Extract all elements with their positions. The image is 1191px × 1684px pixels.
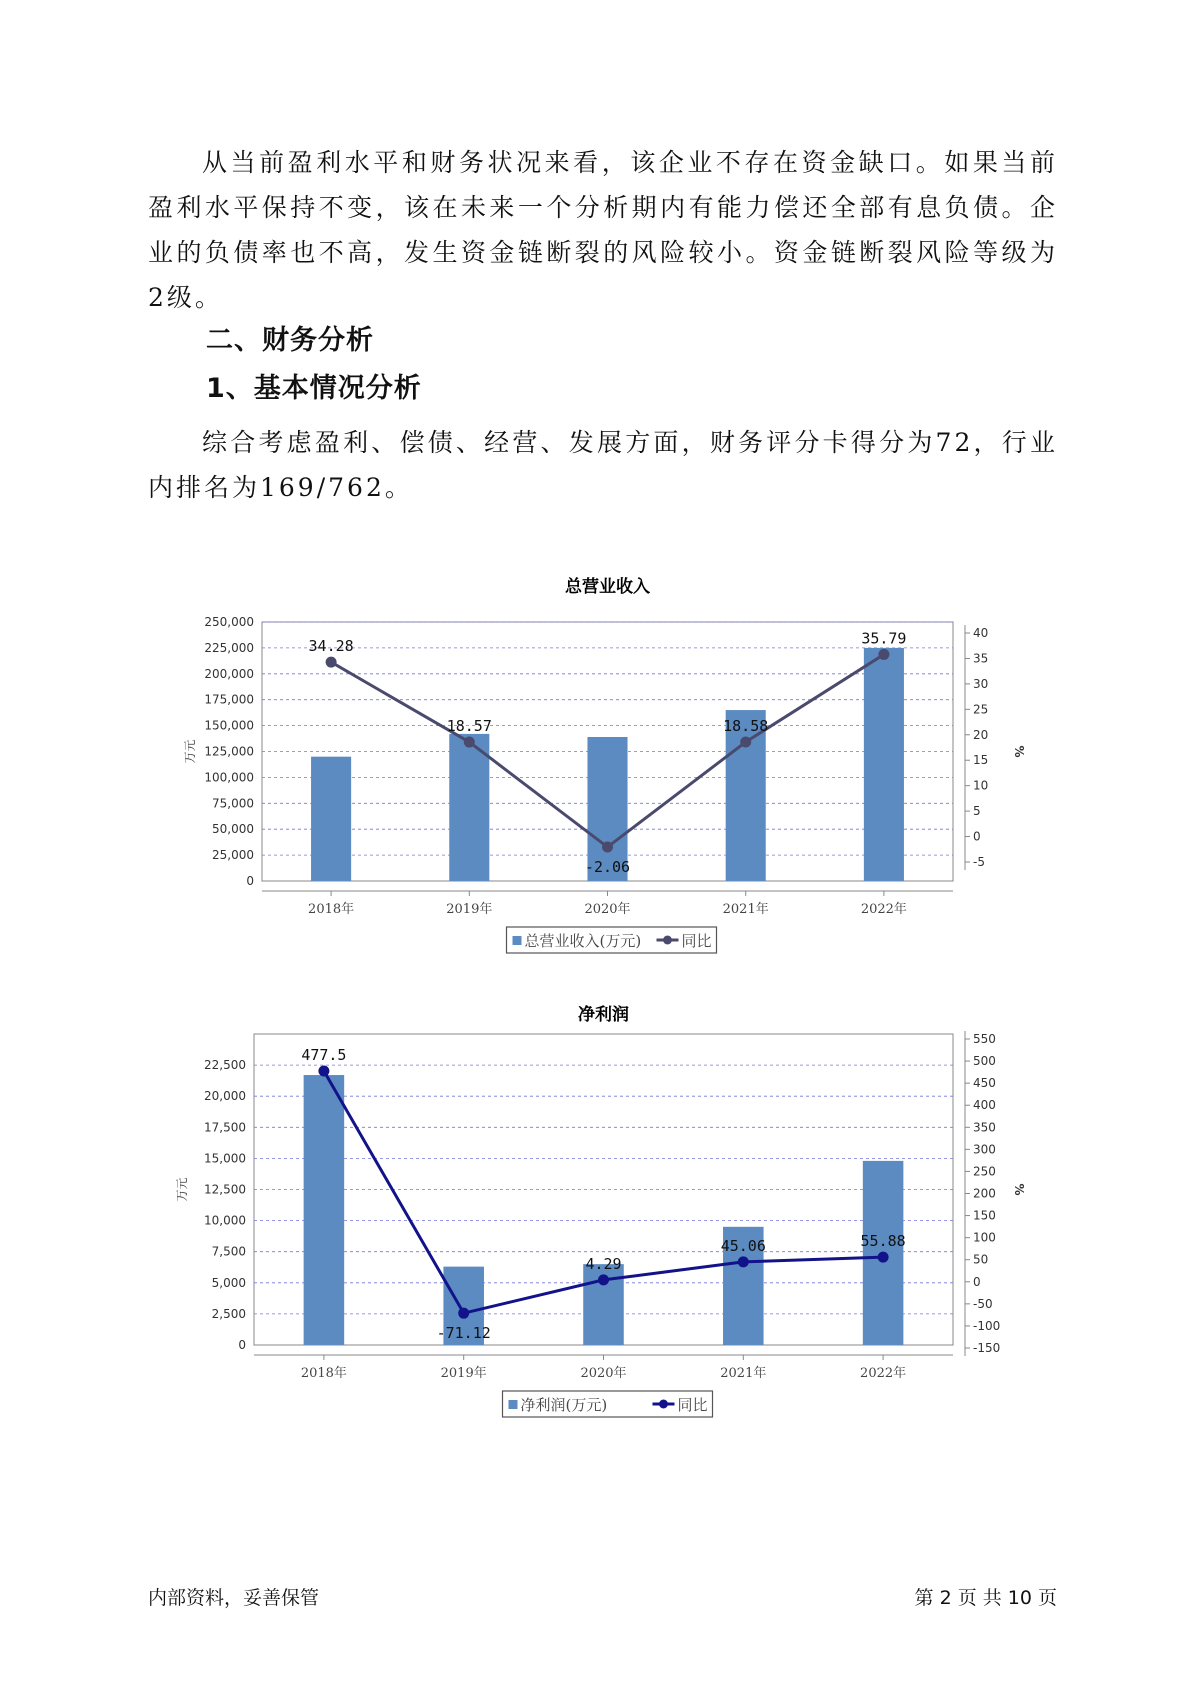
net-profit-chart: [170, 990, 1030, 1430]
y-tick-label: 12,500: [204, 1182, 246, 1197]
y2-tick-label: 350: [973, 1120, 996, 1135]
y2-tick-label: 0: [973, 1274, 981, 1289]
y-tick-label: 7,500: [211, 1244, 246, 1259]
y2-tick-label: 20: [973, 727, 989, 742]
bar: [304, 1075, 345, 1345]
y2-tick-label: -100: [973, 1318, 1001, 1333]
legend-line-marker: [663, 936, 672, 945]
x-tick-label: 2019年: [446, 902, 493, 917]
y2-tick-label: 500: [973, 1054, 996, 1069]
y2-tick-label: 15: [973, 753, 989, 768]
yoy-point: [878, 649, 889, 660]
y-tick-label: 50,000: [212, 822, 254, 837]
legend-bar-label: 净利润(万元): [520, 1396, 608, 1414]
legend-line-marker: [659, 1400, 668, 1409]
y-tick-label: 0: [246, 874, 254, 888]
yoy-point: [598, 1274, 609, 1285]
y-tick-label: 15,000: [204, 1151, 246, 1166]
y-axis-label: 万元: [175, 1177, 189, 1202]
y2-tick-label: 40: [973, 626, 989, 640]
yoy-point: [738, 1256, 749, 1267]
yoy-data-label: 55.88: [860, 1232, 906, 1251]
yoy-point: [318, 1066, 329, 1077]
y2-tick-label: -5: [973, 855, 985, 869]
y2-axis-label: %: [1012, 745, 1026, 758]
y2-tick-label: 100: [973, 1230, 996, 1245]
y2-tick-label: 0: [973, 829, 981, 844]
x-tick-label: 2022年: [860, 902, 907, 917]
paragraph-funding-risk: 从当前盈利水平和财务状况来看，该企业不存在资金缺口。如果当前盈利水平保持不变，该在未来一个分析期内有能力偿还全部有息负债。企业的负债率也不高，发生资金链断裂的风险较小。资金链断裂风险等级为2级。: [148, 148, 1058, 312]
y-tick-label: 225,000: [204, 640, 254, 655]
y2-tick-label: 25: [973, 702, 989, 717]
x-tick-label: 2022年: [860, 1366, 907, 1381]
yoy-point: [740, 737, 751, 748]
yoy-data-label: 4.29: [585, 1254, 622, 1273]
y2-tick-label: 450: [973, 1076, 996, 1091]
x-tick-label: 2021年: [720, 1366, 767, 1381]
x-tick-label: 2020年: [584, 902, 631, 917]
y2-tick-label: 250: [973, 1164, 996, 1179]
footer-confidential-note: 内部资料，妥善保管: [148, 1587, 320, 1609]
yoy-data-label: 34.28: [308, 637, 354, 656]
yoy-data-label: 477.5: [301, 1046, 347, 1065]
section-heading-financial-analysis: 二、财务分析: [206, 325, 374, 356]
yoy-data-label: -2.06: [584, 858, 631, 877]
footer-page-number: 第 2 页 共 10 页: [914, 1587, 1057, 1609]
chart-title: 净利润: [578, 1005, 629, 1025]
y-tick-label: 0: [238, 1338, 246, 1352]
y2-tick-label: 5: [973, 804, 981, 819]
x-tick-label: 2019年: [440, 1366, 487, 1381]
y-tick-label: 20,000: [204, 1089, 246, 1104]
chart-title: 总营业收入: [565, 577, 650, 597]
y-tick-label: 25,000: [212, 848, 254, 863]
yoy-data-label: 45.06: [720, 1236, 766, 1255]
y-tick-label: 100,000: [204, 770, 254, 785]
y-tick-label: 250,000: [204, 615, 254, 629]
yoy-point: [458, 1308, 469, 1319]
legend-bar-label: 总营业收入(万元): [524, 932, 642, 950]
y2-tick-label: -150: [973, 1341, 1001, 1355]
yoy-data-label: 35.79: [861, 629, 907, 648]
y-tick-label: 200,000: [204, 666, 254, 681]
y-tick-label: 150,000: [204, 718, 254, 733]
y2-tick-label: 50: [973, 1252, 989, 1267]
yoy-point: [878, 1252, 889, 1263]
legend-line-label: 同比: [681, 932, 712, 950]
yoy-data-label: -71.12: [436, 1324, 491, 1343]
y-tick-label: 10,000: [204, 1213, 246, 1228]
y2-tick-label: 550: [973, 1032, 996, 1046]
y-tick-label: 22,500: [204, 1058, 246, 1073]
y2-tick-label: 30: [973, 676, 989, 691]
y-tick-label: 5,000: [211, 1275, 246, 1290]
y2-tick-label: 200: [973, 1186, 996, 1201]
yoy-data-label: 18.57: [446, 717, 492, 736]
y2-tick-label: -50: [973, 1296, 993, 1311]
yoy-point: [464, 737, 475, 748]
y-tick-label: 2,500: [211, 1306, 246, 1321]
y2-tick-label: 10: [973, 778, 989, 793]
y2-tick-label: 150: [973, 1208, 996, 1223]
yoy-point: [602, 842, 613, 853]
revenue-chart: [170, 525, 1030, 965]
yoy-point: [326, 657, 337, 668]
x-tick-label: 2018年: [300, 1366, 347, 1381]
x-tick-label: 2020年: [580, 1366, 627, 1381]
yoy-data-label: 18.58: [723, 717, 769, 736]
legend-bar-swatch: [509, 1400, 518, 1409]
y-tick-label: 175,000: [204, 692, 254, 707]
legend-bar-swatch: [513, 936, 522, 945]
bar: [449, 734, 489, 881]
subsection-heading-basic-analysis: 1、基本情况分析: [206, 373, 422, 404]
y-tick-label: 125,000: [204, 744, 254, 759]
y2-tick-label: 35: [973, 651, 989, 666]
x-tick-label: 2021年: [722, 902, 769, 917]
y2-tick-label: 400: [973, 1098, 996, 1113]
bar: [726, 710, 766, 881]
legend-line-label: 同比: [677, 1396, 708, 1414]
y2-axis-label: %: [1012, 1183, 1026, 1196]
bar: [864, 648, 904, 881]
y-tick-label: 75,000: [212, 796, 254, 811]
paragraph-scorecard: 综合考虑盈利、偿债、经营、发展方面，财务评分卡得分为72，行业内排名为169/762。: [148, 428, 1058, 502]
x-tick-label: 2018年: [308, 902, 355, 917]
y2-tick-label: 300: [973, 1142, 996, 1157]
y-axis-label: 万元: [183, 739, 197, 764]
y-tick-label: 17,500: [204, 1120, 246, 1135]
bar: [311, 757, 351, 881]
